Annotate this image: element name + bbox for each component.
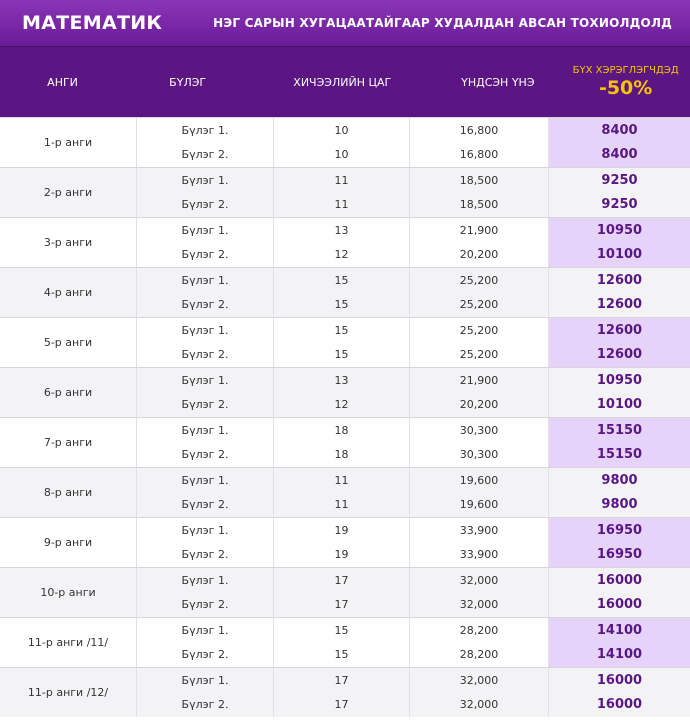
- base-price-column: [410, 418, 549, 467]
- hours-cell: 15: [334, 298, 349, 312]
- hours-column: [274, 418, 410, 467]
- discount-price-cell: 16000: [596, 672, 643, 688]
- discount-percent: -50%: [598, 77, 653, 99]
- table-row-group: [0, 317, 690, 367]
- discount-price-cell: 9250: [601, 197, 638, 213]
- base-price-column: [410, 668, 549, 717]
- hours-cell: 17: [334, 573, 349, 587]
- table-row-group: [0, 617, 690, 667]
- base-price-cell: 21,900: [459, 373, 499, 387]
- hours-column: [274, 218, 410, 267]
- subgroup-cell: Бүлэг 2.: [181, 648, 229, 662]
- base-price-column: [410, 468, 549, 517]
- table-row-group: [0, 417, 690, 467]
- discount-price-column: [549, 468, 690, 517]
- base-price-column: [410, 568, 549, 617]
- hours-cell: 15: [334, 323, 349, 337]
- discount-price-cell: 12600: [596, 347, 643, 363]
- discount-price-column: [549, 168, 690, 217]
- discount-price-column: [549, 518, 690, 567]
- subgroup-cell: Бүлэг 1.: [181, 523, 229, 537]
- hours-column: [274, 518, 410, 567]
- hours-column: [274, 568, 410, 617]
- hours-cell: 18: [334, 448, 349, 462]
- hours-cell: 15: [334, 273, 349, 287]
- subgroup-cell: Бүлэг 2.: [181, 448, 229, 462]
- discount-price-cell: 10950: [596, 372, 643, 388]
- subgroup-cell: Бүлэг 1.: [181, 573, 229, 587]
- discount-price-column: [549, 218, 690, 267]
- discount-price-cell: 16000: [596, 572, 643, 588]
- table-header: [0, 46, 690, 117]
- base-price-cell: 19,600: [459, 498, 499, 512]
- discount-price-column: [549, 268, 690, 317]
- subgroup-cell: Бүлэг 1.: [181, 273, 229, 287]
- discount-label: БҮХ ХЭРЭГЛЭГЧДЭД: [572, 65, 679, 76]
- discount-price-cell: 10950: [596, 222, 643, 238]
- subgroup-column: [137, 368, 274, 417]
- hours-cell: 19: [334, 523, 349, 537]
- grade-cell: 2-р анги: [0, 168, 137, 217]
- discount-price-cell: 14100: [596, 622, 643, 638]
- discount-price-cell: 16950: [596, 547, 643, 563]
- subgroup-cell: Бүлэг 1.: [181, 223, 229, 237]
- hours-cell: 17: [334, 673, 349, 687]
- hours-column: [274, 618, 410, 667]
- base-price-cell: 33,900: [459, 523, 499, 537]
- discount-price-cell: 12600: [596, 272, 643, 288]
- subgroup-column: [137, 618, 274, 667]
- table-row-group: [0, 367, 690, 417]
- base-price-cell: 25,200: [459, 298, 499, 312]
- hours-column: [274, 318, 410, 367]
- discount-price-cell: 8400: [601, 122, 638, 138]
- subgroup-cell: Бүлэг 1.: [181, 423, 229, 437]
- grade-cell: 4-р анги: [0, 268, 137, 317]
- subgroup-cell: Бүлэг 2.: [181, 698, 229, 712]
- hours-column: [274, 368, 410, 417]
- subgroup-cell: Бүлэг 2.: [181, 348, 229, 362]
- base-price-cell: 32,000: [459, 698, 499, 712]
- table-row-group: [0, 167, 690, 217]
- hours-cell: 11: [334, 173, 349, 187]
- subgroup-cell: Бүлэг 1.: [181, 323, 229, 337]
- base-price-cell: 16,800: [459, 148, 499, 162]
- discount-price-cell: 9250: [601, 172, 638, 188]
- base-price-cell: 25,200: [459, 323, 499, 337]
- base-price-cell: 20,200: [459, 398, 499, 412]
- hours-cell: 11: [334, 473, 349, 487]
- hours-column: [274, 168, 410, 217]
- discount-price-cell: 16000: [596, 597, 643, 613]
- hours-cell: 17: [334, 598, 349, 612]
- discount-price-column: [549, 118, 690, 167]
- base-price-cell: 28,200: [459, 648, 499, 662]
- hours-cell: 15: [334, 348, 349, 362]
- subgroup-cell: Бүлэг 1.: [181, 623, 229, 637]
- base-price-cell: 18,500: [459, 198, 499, 212]
- hours-cell: 18: [334, 423, 349, 437]
- discount-price-cell: 16950: [596, 522, 643, 538]
- base-price-cell: 30,300: [459, 448, 499, 462]
- base-price-cell: 25,200: [459, 348, 499, 362]
- subgroup-cell: Бүлэг 1.: [181, 123, 229, 137]
- base-price-cell: 18,500: [459, 173, 499, 187]
- grade-cell: 11-р анги /11/: [0, 618, 137, 667]
- base-price-column: [410, 218, 549, 267]
- subgroup-column: [137, 318, 274, 367]
- discount-price-column: [549, 368, 690, 417]
- hours-cell: 17: [334, 698, 349, 712]
- hours-cell: 13: [334, 223, 349, 237]
- subgroup-cell: Бүлэг 2.: [181, 398, 229, 412]
- subgroup-column: [137, 168, 274, 217]
- base-price-cell: 32,000: [459, 673, 499, 687]
- subgroup-cell: Бүлэг 2.: [181, 548, 229, 562]
- base-price-column: [410, 168, 549, 217]
- grade-cell: 5-р анги: [0, 318, 137, 367]
- subgroup-cell: Бүлэг 2.: [181, 248, 229, 262]
- table-row-group: [0, 267, 690, 317]
- subgroup-column: [137, 518, 274, 567]
- base-price-cell: 16,800: [459, 123, 499, 137]
- base-price-column: [410, 618, 549, 667]
- grade-cell: 8-р анги: [0, 468, 137, 517]
- base-price-cell: 21,900: [459, 223, 499, 237]
- discount-price-column: [549, 568, 690, 617]
- discount-price-cell: 14100: [596, 647, 643, 663]
- base-price-cell: 25,200: [459, 273, 499, 287]
- hours-cell: 11: [334, 198, 349, 212]
- discount-price-cell: 10100: [596, 397, 643, 413]
- discount-price-cell: 12600: [596, 297, 643, 313]
- base-price-cell: 30,300: [459, 423, 499, 437]
- base-price-column: [410, 518, 549, 567]
- hours-column: [274, 468, 410, 517]
- base-price-cell: 20,200: [459, 248, 499, 262]
- discount-price-cell: 15150: [596, 447, 643, 463]
- discount-price-cell: 8400: [601, 147, 638, 163]
- hours-cell: 10: [334, 148, 349, 162]
- subgroup-column: [137, 418, 274, 467]
- discount-price-column: [549, 668, 690, 717]
- grade-cell: 7-р анги: [0, 418, 137, 467]
- discount-price-cell: 10100: [596, 247, 643, 263]
- hours-cell: 19: [334, 548, 349, 562]
- base-price-column: [410, 368, 549, 417]
- base-price-cell: 33,900: [459, 548, 499, 562]
- page-subtitle: НЭГ САРЫН ХУГАЦААТАЙГААР ХУДАЛДАН АВСАН ТОХИОЛДОЛД: [213, 16, 672, 30]
- subgroup-cell: Бүлэг 2.: [181, 148, 229, 162]
- header-grade: АНГИ: [47, 75, 78, 89]
- discount-price-cell: 15150: [596, 422, 643, 438]
- table-row-group: [0, 217, 690, 267]
- table-row-group: [0, 517, 690, 567]
- base-price-column: [410, 318, 549, 367]
- grade-cell: 1-р анги: [0, 118, 137, 167]
- hours-column: [274, 668, 410, 717]
- subgroup-cell: Бүлэг 1.: [181, 473, 229, 487]
- discount-price-cell: 9800: [601, 472, 638, 488]
- discount-price-cell: 9800: [601, 497, 638, 513]
- table-row-group: [0, 567, 690, 617]
- subgroup-column: [137, 268, 274, 317]
- table-row-group: [0, 667, 690, 717]
- base-price-cell: 32,000: [459, 573, 499, 587]
- subgroup-cell: Бүлэг 1.: [181, 673, 229, 687]
- subgroup-cell: Бүлэг 2.: [181, 498, 229, 512]
- discount-price-column: [549, 318, 690, 367]
- base-price-cell: 19,600: [459, 473, 499, 487]
- grade-cell: 3-р анги: [0, 218, 137, 267]
- hours-cell: 11: [334, 498, 349, 512]
- table-row-group: [0, 467, 690, 517]
- subgroup-column: [137, 118, 274, 167]
- discount-price-column: [549, 418, 690, 467]
- hours-column: [274, 268, 410, 317]
- hours-cell: 12: [334, 248, 349, 262]
- base-price-cell: 28,200: [459, 623, 499, 637]
- subgroup-column: [137, 668, 274, 717]
- subgroup-cell: Бүлэг 1.: [181, 173, 229, 187]
- hours-column: [274, 118, 410, 167]
- base-price-column: [410, 268, 549, 317]
- base-price-cell: 32,000: [459, 598, 499, 612]
- subgroup-cell: Бүлэг 2.: [181, 198, 229, 212]
- hours-cell: 12: [334, 398, 349, 412]
- hours-cell: 10: [334, 123, 349, 137]
- subgroup-column: [137, 468, 274, 517]
- subgroup-column: [137, 568, 274, 617]
- discount-price-column: [549, 618, 690, 667]
- header-discount: [561, 47, 690, 117]
- grade-cell: 6-р анги: [0, 368, 137, 417]
- hours-cell: 13: [334, 373, 349, 387]
- subgroup-cell: Бүлэг 1.: [181, 373, 229, 387]
- header-base-price: ҮНДСЭН ҮНЭ: [461, 75, 535, 89]
- base-price-column: [410, 118, 549, 167]
- hours-cell: 15: [334, 648, 349, 662]
- subgroup-cell: Бүлэг 2.: [181, 598, 229, 612]
- header-hours: ХИЧЭЭЛИЙН ЦАГ: [293, 75, 392, 89]
- grade-cell: 10-р анги: [0, 568, 137, 617]
- subgroup-cell: Бүлэг 2.: [181, 298, 229, 312]
- discount-price-cell: 16000: [596, 697, 643, 713]
- table-row-group: [0, 117, 690, 167]
- price-table-body: [0, 117, 690, 717]
- hours-cell: 15: [334, 623, 349, 637]
- discount-price-cell: 12600: [596, 322, 643, 338]
- header-subgroup: БҮЛЭГ: [169, 75, 207, 89]
- grade-cell: 11-р анги /12/: [0, 668, 137, 717]
- subgroup-column: [137, 218, 274, 267]
- title-bar: [0, 0, 690, 46]
- grade-cell: 9-р анги: [0, 518, 137, 567]
- page-title: МАТЕМАТИК: [22, 12, 163, 34]
